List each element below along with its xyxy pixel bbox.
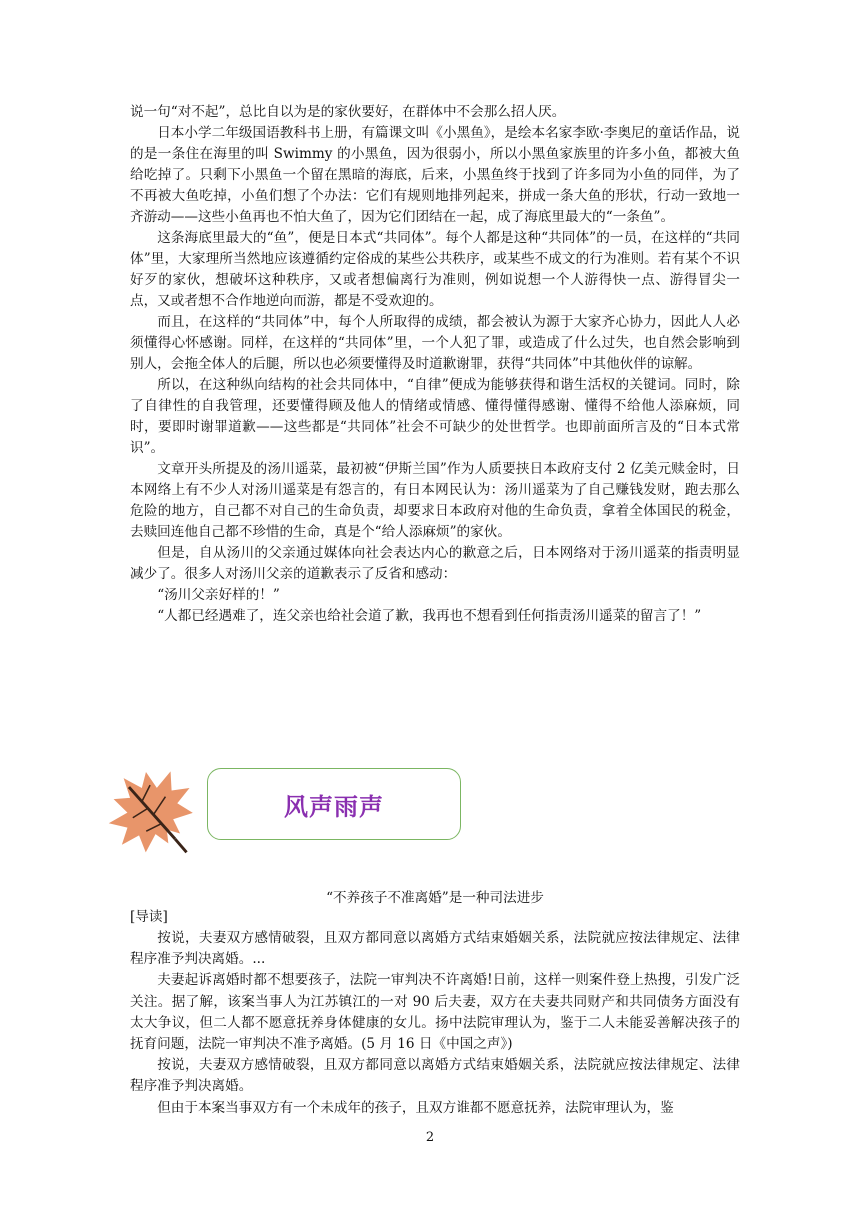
quote: “人都已经遇难了，连父亲也给社会道了歉，我再也不想看到任何指责汤川遥菜的留言了！” xyxy=(157,608,702,624)
lead-label: [导读] xyxy=(130,909,168,925)
maple-leaf-icon xyxy=(104,764,200,860)
page-number: 2 xyxy=(425,1130,435,1145)
paragraph: 文章开头所提及的汤川遥菜，最初被“伊斯兰国”作为人质要挟日本政府支付 2 亿美元赎金时，日本网络上有不少人对汤川遥菜是有怨言的，有日本网民认为：汤川遥菜为了自己赚钱发财，跑去那么危险的地方，自己都不对自己的生命负责，却要求日本政府对他的生命负责，拿着全体国民的税金，去赎回连他自己都不珍惜的生命，真是个“给人添麻烦”的家伙。 xyxy=(130,461,740,540)
section-title: 风声雨声 xyxy=(284,792,384,821)
paragraph: 而且，在这样的“共同体”中，每个人所取得的成绩，都会被认为源于大家齐心协力，因此人人必须懂得心怀感谢。同样，在这样的“共同体”里，一个人犯了罪，或造成了什么过失，也自然会影响到别人，会拖全体人的后腿，所以也必须要懂得及时道歉谢罪，获得“共同体”中其他伙伴的谅解。 xyxy=(130,314,740,372)
quote: “汤川父亲好样的！” xyxy=(157,587,280,603)
article-title: “不养孩子不准离婚”是一种司法进步 xyxy=(326,890,544,906)
paragraph: 按说，夫妻双方感情破裂，且双方都同意以离婚方式结束婚姻关系，法院就应按法律规定、法律程序准予判决离婚。 xyxy=(130,1057,740,1095)
paragraph: 但由于本案当事双方有一个未成年的孩子，且双方谁都不愿意抚养，法院审理认为，鉴 xyxy=(157,1099,674,1116)
paragraph: 但是，自从汤川的父亲通过媒体向社会表达内心的歉意之后，日本网络对于汤川遥菜的指责明显减少了。很多人对汤川父亲的道歉表示了反省和感动： xyxy=(130,545,740,582)
paragraph: 夫妻起诉离婚时都不想要孩子，法院一审判决不许离婚!日前，这样一则案件登上热搜，引发广泛关注。据了解，该案当事人为江苏镇江的一对 90 后夫妻，双方在夫妻共同财产和共同债务方面没有太大争议，但二人都不愿意抚养身体健康的女儿。扬中法院审理认为，鉴于二人未能妥善解决孩子的抚育问题，法院一审判决不准予离婚。(5 月 16 日《中国之声》) xyxy=(130,972,740,1053)
body-text xyxy=(130,102,740,627)
paragraph: 这条海底里最大的“鱼”，便是日本式“共同体”。每个人都是这种“共同体”的一员，在这样的“共同体”里，大家理所当然地应该遵循约定俗成的某些公共秩序，或某些不成文的行为准则。若有某个不识好歹的家伙，想破坏这种秩序，又或者想偏离行为准则，例如说想一个人游得快一点、游得冒尖一点，又或者想不合作地逆向而游，都是不受欢迎的。 xyxy=(130,230,740,309)
article-body xyxy=(130,928,740,1119)
paragraph: 按说，夫妻双方感情破裂，且双方都同意以离婚方式结束婚姻关系，法院就应按法律规定、法律程序准予判决离婚。... xyxy=(130,930,740,968)
section-header xyxy=(207,768,461,840)
paragraph: 说一句“对不起”，总比自以为是的家伙要好，在群体中不会那么招人厌。 xyxy=(130,104,566,120)
paragraph: 所以，在这种纵向结构的社会共同体中，“自律”便成为能够获得和谐生活权的关键词。同时，除了自律性的自我管理，还要懂得顾及他人的情绪或情感、懂得懂得感谢、懂得不给他人添麻烦，同时，要即时谢罪道歉——这些都是“共同体”社会不可缺少的处世哲学。也即前面所言及的“日本式常识”。 xyxy=(130,377,740,456)
paragraph: 日本小学二年级国语教科书上册，有篇课文叫《小黑鱼》，是绘本名家李欧·李奥尼的童话作品，说的是一条住在海里的叫 Swimmy 的小黑鱼，因为很弱小，所以小黑鱼家族里的许多小鱼，都被大鱼给吃掉了。只剩下小黑鱼一个留在黑暗的海底，后来，小黑鱼终于找到了许多同为小鱼的同伴，为了不再被大鱼吃掉，小鱼们想了个办法：它们有规则地排列起来，拼成一条大鱼的形状，行动一致地一齐游动——这些小鱼再也不怕大鱼了，因为它们团结在一起，成了海底里最大的“一条鱼”。 xyxy=(130,125,740,225)
